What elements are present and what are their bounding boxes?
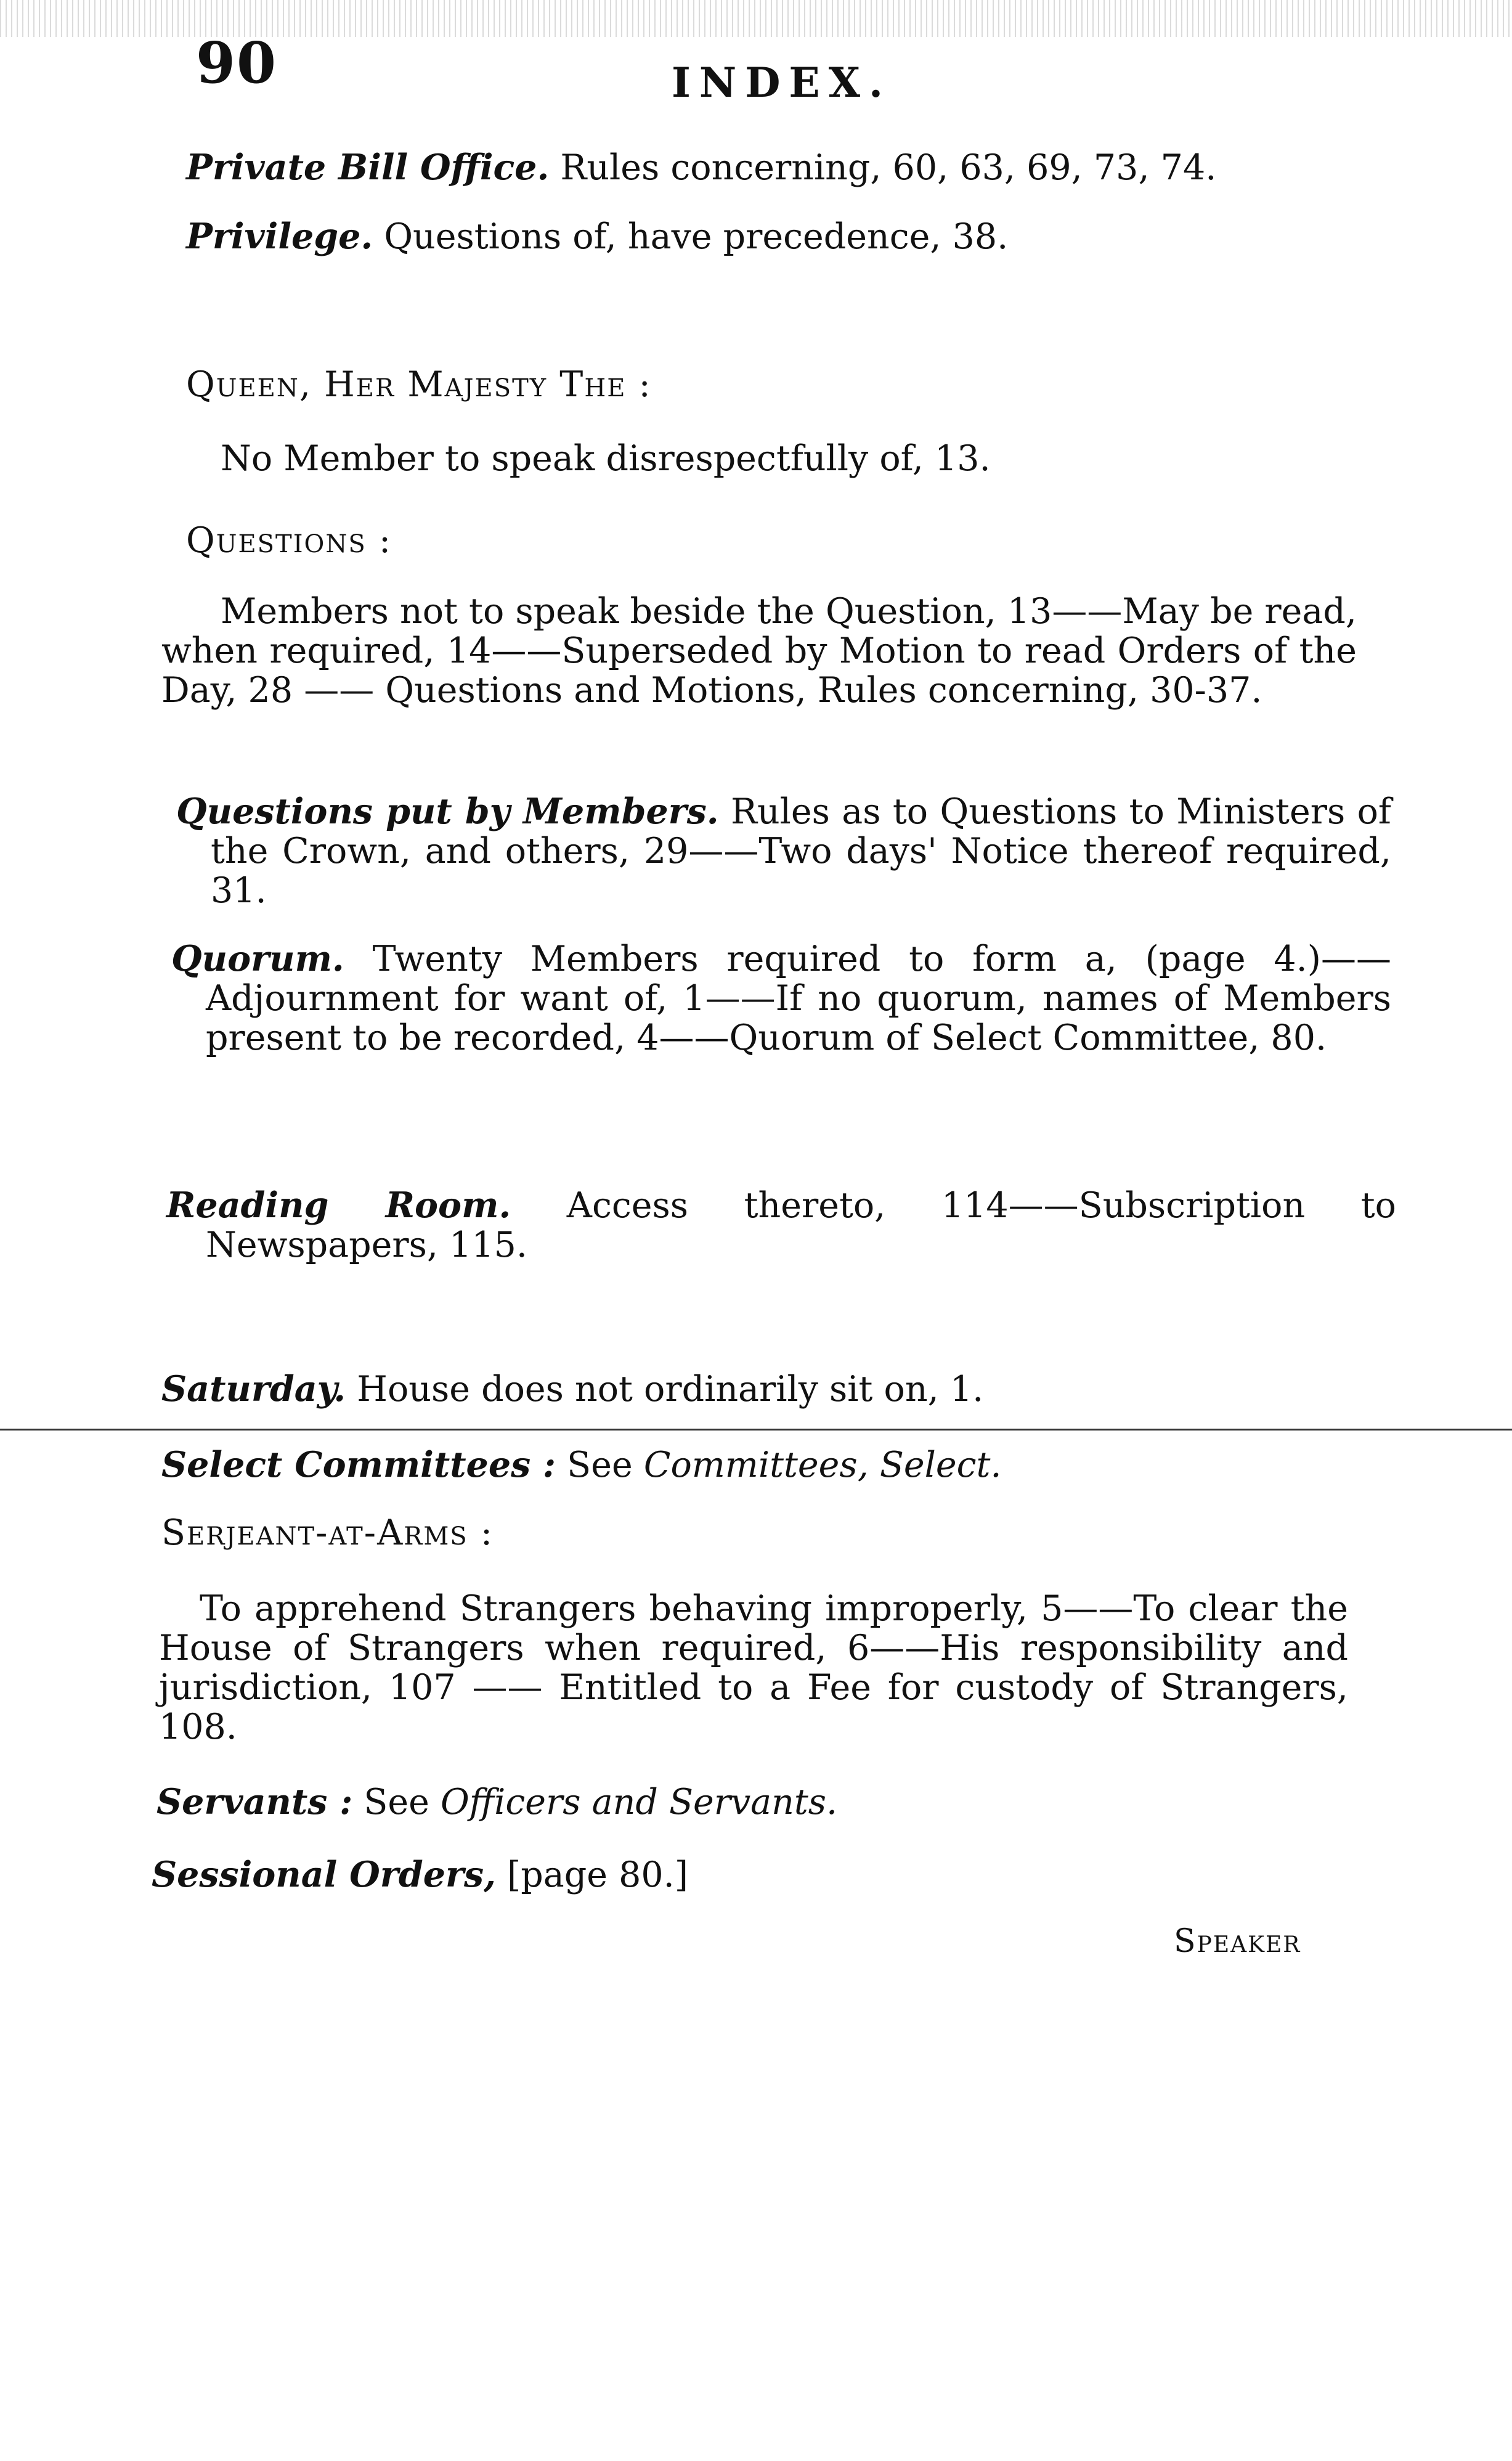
entry-cross-reference: Committees, Select. bbox=[643, 1445, 1002, 1485]
index-subentry-questions bbox=[161, 592, 1357, 710]
entry-body: [page 80.] bbox=[495, 1855, 688, 1895]
index-subentry-serjeant-at-arms bbox=[159, 1589, 1348, 1747]
entry-term: Saturday. bbox=[161, 1368, 346, 1410]
entry-term: Queen, Her Majesty The : bbox=[186, 364, 652, 405]
entry-body: Members not to speak beside the Question, 13——May be read, when required, 14——Superseded by Motion to read Orders of the Day, 28 —— Questions and Motions, Rules concerning, 30-37. bbox=[161, 591, 1357, 711]
entry-body: Access thereto, 114——Subscription to Newspapers, 115. bbox=[206, 1185, 1396, 1265]
page-title: INDEX. bbox=[672, 59, 892, 107]
index-entry-saturday bbox=[161, 1369, 1357, 1409]
entry-body: Questions of, have precedence, 38. bbox=[373, 216, 1009, 257]
entry-term: Quorum. bbox=[171, 938, 344, 979]
index-entry-questions-put-by-members bbox=[176, 792, 1391, 910]
page-number: 90 bbox=[196, 30, 278, 96]
index-entry-select-committees bbox=[161, 1445, 1357, 1485]
index-entry-privilege bbox=[186, 217, 1357, 256]
entry-body: Rules as to Questions to Ministers of the Crown, and others, 29——Two days' Notice thereof required, 31. bbox=[211, 791, 1391, 911]
entry-term: Reading Room. bbox=[166, 1185, 511, 1226]
entry-body: To apprehend Strangers behaving improperly, 5——To clear the House of Strangers when required, 6——His responsibility and jurisdiction, 107 —— Entitled to a Fee for custody of Strangers, 108. bbox=[159, 1588, 1348, 1747]
entry-body: Rules concerning, 60, 63, 69, 73, 74. bbox=[549, 147, 1217, 188]
index-subentry-queen bbox=[221, 439, 1391, 478]
index-heading-queen bbox=[186, 365, 1357, 404]
index-entry-reading-room bbox=[166, 1186, 1396, 1265]
index-heading-questions bbox=[186, 521, 1357, 560]
entry-body: House does not ordinarily sit on, 1. bbox=[346, 1369, 984, 1410]
entry-term: Select Committees : bbox=[161, 1444, 556, 1485]
entry-term: Privilege. bbox=[186, 216, 373, 257]
entry-term: Private Bill Office. bbox=[186, 147, 550, 188]
catchword: Speaker bbox=[1174, 1923, 1301, 1960]
entry-term: Servants : bbox=[156, 1781, 353, 1822]
index-entry-sessional-orders bbox=[152, 1855, 1347, 1895]
index-entry-quorum bbox=[171, 939, 1391, 1058]
entry-cross-reference: Officers and Servants. bbox=[441, 1782, 838, 1822]
scan-fold-line bbox=[0, 1429, 1512, 1430]
entry-term: Sessional Orders, bbox=[152, 1854, 496, 1895]
index-entry-servants bbox=[156, 1782, 1352, 1822]
entry-term: Questions : bbox=[186, 520, 392, 561]
entry-body: Twenty Members required to form a, (page 4.)—— Adjournment for want of, 1——If no quorum, names of Members present to be recorded, 4——Quorum of Select Committee, 80. bbox=[206, 939, 1391, 1058]
entry-body: See bbox=[556, 1445, 644, 1485]
index-entry-private-bill-office bbox=[186, 148, 1357, 187]
entry-term: Serjeant-at-Arms : bbox=[161, 1512, 494, 1553]
index-heading-serjeant-at-arms bbox=[161, 1513, 1357, 1553]
entry-body: No Member to speak disrespectfully of, 13. bbox=[221, 438, 991, 479]
entry-body: See bbox=[352, 1782, 441, 1822]
entry-term: Questions put by Members. bbox=[176, 791, 719, 832]
